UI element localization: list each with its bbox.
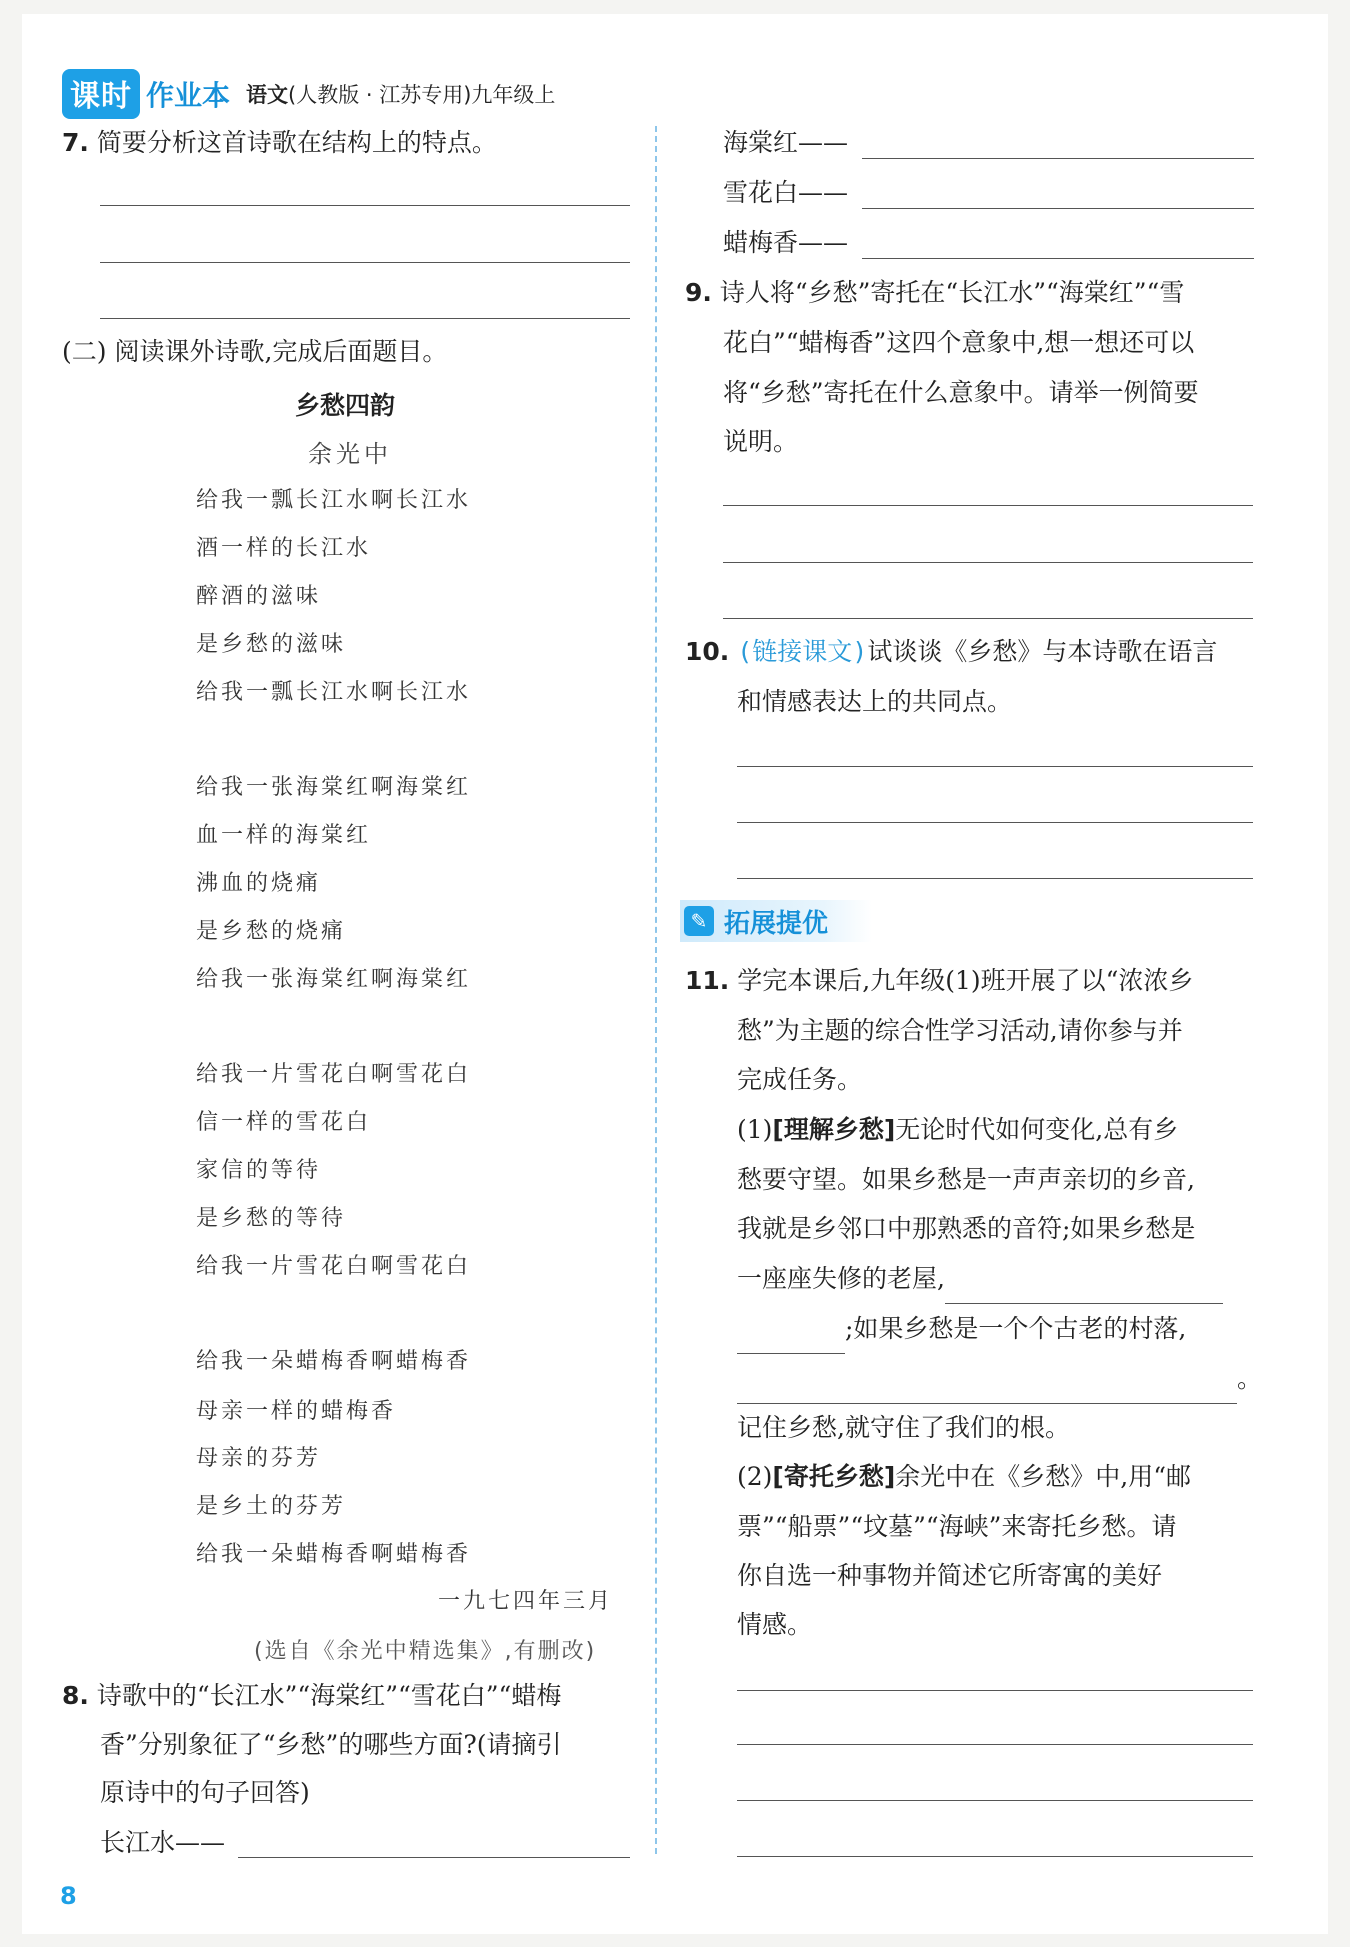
- task-1-line4-text: 一座座失修的老屋,: [737, 1264, 945, 1293]
- poem-line: 信一样的雪花白: [196, 1110, 372, 1135]
- poem-line: 是乡愁的等待: [196, 1206, 347, 1231]
- poem-line: 是乡愁的滋味: [196, 632, 347, 657]
- poem-source: (选自《余光中精选集》,有删改): [254, 1639, 597, 1664]
- answer-line-changjiang[interactable]: [238, 1857, 630, 1858]
- poem-line: 血一样的海棠红: [196, 823, 372, 848]
- task-1-text: 无论时代如何变化,总有乡: [895, 1115, 1179, 1144]
- edition: (人教版 · 江苏专用)九年级上: [288, 83, 556, 107]
- task-1-line3: 我就是乡邻口中那熟悉的音符;如果乡愁是: [737, 1214, 1196, 1243]
- poem-line: 母亲的芬芳: [196, 1446, 322, 1471]
- question-number: 10.: [685, 637, 730, 666]
- question-number: 11.: [685, 966, 730, 995]
- subject: 语文: [246, 83, 289, 107]
- poem-line: 给我一张海棠红啊海棠红: [196, 967, 472, 992]
- question-11-line2: 愁”为主题的综合性学习活动,请你参与并: [737, 1016, 1183, 1045]
- task-1-line2: 愁要守望。如果乡愁是一声声亲切的乡音,: [737, 1165, 1195, 1194]
- task-1-label: [理解乡愁]: [772, 1115, 896, 1144]
- task-1: [737, 1105, 1178, 1155]
- question-11: [685, 956, 1193, 1006]
- question-text: 诗人将“乡愁”寄托在“长江水”“海棠红”“雪: [719, 278, 1185, 307]
- logo-text: 作业本: [146, 79, 231, 112]
- section-header: [680, 900, 872, 942]
- answer-label-changjiang: 长江水——: [100, 1828, 226, 1857]
- question-7: [62, 118, 497, 168]
- poem-line: 给我一片雪花白啊雪花白: [196, 1254, 472, 1279]
- poem-line: 是乡土的芬芳: [196, 1494, 347, 1519]
- part-two-instruction: (二) 阅读课外诗歌,完成后面题目。: [62, 337, 448, 366]
- answer-line[interactable]: [737, 1856, 1253, 1857]
- question-9-line4: 说明。: [723, 427, 799, 456]
- task-1-line6: [737, 1354, 1262, 1404]
- poem-line: 沸血的烧痛: [196, 871, 322, 896]
- question-number: 7.: [62, 128, 89, 157]
- question-10-line2: 和情感表达上的共同点。: [737, 687, 1013, 716]
- task-1-prefix: (1): [737, 1115, 773, 1144]
- poem-line: 是乡愁的烧痛: [196, 919, 347, 944]
- answer-label-haitang: 海棠红——: [723, 128, 849, 157]
- question-10: [685, 627, 1217, 677]
- question-text: 诗歌中的“长江水”“海棠红”“雪花白”“蜡梅: [96, 1681, 562, 1710]
- fill-blank-2[interactable]: [737, 1319, 845, 1354]
- answer-line[interactable]: [737, 1744, 1253, 1745]
- answer-line[interactable]: [100, 262, 630, 263]
- poem-line: 给我一瓢长江水啊长江水: [196, 680, 472, 705]
- question-text: 学完本课后,九年级(1)班开展了以“浓浓乡: [737, 966, 1194, 995]
- section-title: 拓展提优: [724, 908, 829, 939]
- poem-line: 给我一片雪花白啊雪花白: [196, 1062, 472, 1087]
- answer-line[interactable]: [737, 766, 1253, 767]
- poem-line: 给我一朵蜡梅香啊蜡梅香: [196, 1349, 472, 1374]
- task-1-line7: 记住乡愁,就守住了我们的根。: [737, 1413, 1070, 1442]
- answer-line[interactable]: [723, 562, 1253, 563]
- question-text: 试谈谈《乡愁》与本诗歌在语言: [867, 637, 1218, 666]
- poem-date: 一九七四年三月: [438, 1589, 614, 1614]
- answer-line[interactable]: [737, 1690, 1253, 1691]
- poem-line: 家信的等待: [196, 1158, 322, 1183]
- question-text: 简要分析这首诗歌在结构上的特点。: [96, 128, 497, 157]
- poem-line: 酒一样的长江水: [196, 536, 372, 561]
- question-8-line3: 原诗中的句子回答): [100, 1778, 310, 1807]
- poem-author: 余光中: [308, 440, 392, 468]
- poem-line: 醉酒的滋味: [196, 584, 322, 609]
- header: [62, 70, 555, 118]
- pencil-icon: ✎: [684, 906, 714, 936]
- column-divider: [655, 126, 657, 1854]
- answer-label-xuehua: 雪花白——: [723, 178, 849, 207]
- answer-line[interactable]: [723, 505, 1253, 506]
- answer-line[interactable]: [100, 205, 630, 206]
- task-2: [737, 1452, 1191, 1502]
- header-subject: [246, 79, 555, 109]
- fill-blank-1[interactable]: [945, 1269, 1223, 1304]
- task-2-prefix: (2): [737, 1462, 773, 1491]
- task-2-line3: 你自选一种事物并简述它所寄寓的美好: [737, 1561, 1163, 1590]
- poem-line: 给我一张海棠红啊海棠红: [196, 775, 472, 800]
- answer-line[interactable]: [737, 878, 1253, 879]
- answer-label-lamei: 蜡梅香——: [723, 228, 849, 257]
- poem-title: 乡愁四韵: [295, 391, 396, 420]
- task-1-line5-text: ;如果乡愁是一个个古老的村落,: [845, 1314, 1187, 1343]
- logo-box: 课时: [62, 69, 140, 119]
- question-8-line2: 香”分别象征了“乡愁”的哪些方面?(请摘引: [100, 1730, 562, 1759]
- task-2-text: 余光中在《乡愁》中,用“邮: [895, 1462, 1192, 1491]
- task-1-line5: [737, 1304, 1186, 1354]
- answer-line-haitang[interactable]: [862, 158, 1254, 159]
- task-1-period: 。: [1237, 1364, 1263, 1393]
- question-11-line3: 完成任务。: [737, 1065, 863, 1094]
- fill-blank-3[interactable]: [737, 1369, 1237, 1404]
- poem-line: 母亲一样的蜡梅香: [196, 1399, 397, 1424]
- question-8: [62, 1671, 561, 1721]
- link-tag: (链接课文): [737, 637, 868, 666]
- answer-line[interactable]: [723, 618, 1253, 619]
- task-2-label: [寄托乡愁]: [772, 1462, 896, 1491]
- answer-line[interactable]: [100, 318, 630, 319]
- task-2-line4: 情感。: [737, 1610, 813, 1639]
- question-number: 8.: [62, 1681, 89, 1710]
- question-9: [685, 268, 1184, 318]
- question-9-line2: 花白”“蜡梅香”这四个意象中,想一想还可以: [723, 328, 1195, 357]
- question-9-line3: 将“乡愁”寄托在什么意象中。请举一例简要: [723, 378, 1199, 407]
- poem-line: 给我一朵蜡梅香啊蜡梅香: [196, 1542, 472, 1567]
- answer-line-xuehua[interactable]: [862, 208, 1254, 209]
- task-1-line4: [737, 1254, 1223, 1304]
- answer-line[interactable]: [737, 822, 1253, 823]
- page-number: 8: [60, 1882, 77, 1910]
- answer-line-lamei[interactable]: [862, 258, 1254, 259]
- task-2-line2: 票”“船票”“坟墓”“海峡”来寄托乡愁。请: [737, 1512, 1177, 1541]
- question-number: 9.: [685, 278, 712, 307]
- answer-line[interactable]: [737, 1800, 1253, 1801]
- poem-line: 给我一瓢长江水啊长江水: [196, 488, 472, 513]
